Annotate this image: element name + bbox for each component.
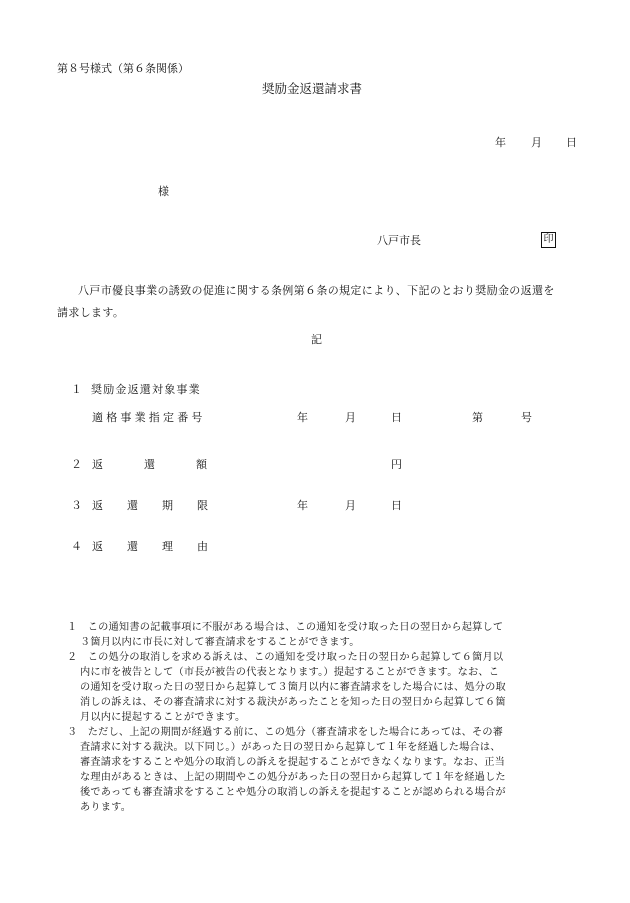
note-line-4: 内に市を被告として（市長が被告の代表となります。）提起することができます。なお、こ: [80, 667, 500, 678]
note-line-2: ３箇月以内に市長に対して審査請求をすることができます。: [80, 637, 360, 648]
item3-char-1: 返: [92, 499, 103, 512]
date-year: 年: [495, 136, 506, 149]
item2-unit: 円: [391, 458, 402, 471]
designation-label: 適格事業指定番号: [92, 411, 206, 424]
note-line-12: 後であっても審査請求をすることや処分の取消しの訴えを提起することが認められる場合が: [80, 787, 506, 798]
item3-year: 年: [297, 499, 308, 512]
note-line-9: 査請求に対する裁決。以下同じ。）があった日の翌日から起算して１年を経過した場合は、: [80, 742, 501, 753]
sender-name: 八戸市長: [377, 234, 421, 247]
item2-char-1: 返: [92, 458, 103, 471]
note-line-5: の通知を受け取った日の翌日から起算して３箇月以内に審査請求をした場合には、処分の取: [80, 682, 506, 693]
body-line-1: 八戸市優良事業の誘致の促進に関する条例第６条の規定により、下記のとおり奨励金の返還を: [78, 284, 555, 297]
body-line-2: 請求します。: [57, 306, 125, 319]
item2-number: ２: [71, 458, 82, 471]
note-line-3: ２ この処分の取消しを求める訴えは、この通知を受け取った日の翌日から起算して６箇月以: [67, 652, 504, 663]
form-number: 第８号様式（第６条関係）: [57, 62, 189, 75]
item1-label: 奨励金返還対象事業: [91, 383, 201, 396]
item3-char-4: 限: [197, 499, 208, 512]
note-line-10: 審査請求をすることや処分の取消しの訴えを提起することができなくなります。なお、正当: [80, 757, 506, 768]
designation-year: 年: [297, 411, 308, 424]
note-line-11: な理由があるときは、上記の期間やこの処分があった日の翌日から起算して１年を経過した: [80, 772, 506, 783]
item2-char-3: 額: [196, 458, 207, 471]
item3-month: 月: [345, 499, 356, 512]
document-title: 奨励金返還請求書: [262, 81, 363, 96]
date-month: 月: [531, 136, 542, 149]
note-line-13: あります。: [80, 802, 132, 813]
addressee-suffix: 様: [158, 185, 169, 198]
designation-go: 号: [521, 411, 532, 424]
item4-char-3: 理: [162, 540, 173, 553]
item4-char-2: 還: [127, 540, 138, 553]
ki-mark: 記: [311, 333, 322, 346]
item4-char-1: 返: [92, 540, 103, 553]
note-line-1: １ この通知書の記載事項に不服がある場合は、この通知を受け取った日の翌日から起算して: [67, 622, 504, 633]
item4-number: ４: [71, 540, 82, 553]
item3-number: ３: [71, 499, 82, 512]
seal-mark: 印: [541, 232, 556, 248]
item3-char-3: 期: [162, 499, 173, 512]
item1-number: １: [71, 383, 82, 396]
note-line-6: 消しの訴えは、その審査請求に対する裁決があったことを知った日の翌日から起算して６箇: [80, 697, 506, 708]
note-line-7: 月以内に提起することができます。: [80, 712, 246, 723]
date-day: 日: [566, 136, 577, 149]
item3-char-2: 還: [127, 499, 138, 512]
designation-dai: 第: [472, 411, 483, 424]
item2-char-2: 還: [144, 458, 155, 471]
item4-char-4: 由: [197, 540, 208, 553]
note-line-8: ３ ただし、上記の期間が経過する前に、この処分（審査請求をした場合にあっては、その審: [67, 727, 504, 738]
item3-day: 日: [391, 499, 402, 512]
designation-month: 月: [345, 411, 356, 424]
designation-day: 日: [391, 411, 402, 424]
